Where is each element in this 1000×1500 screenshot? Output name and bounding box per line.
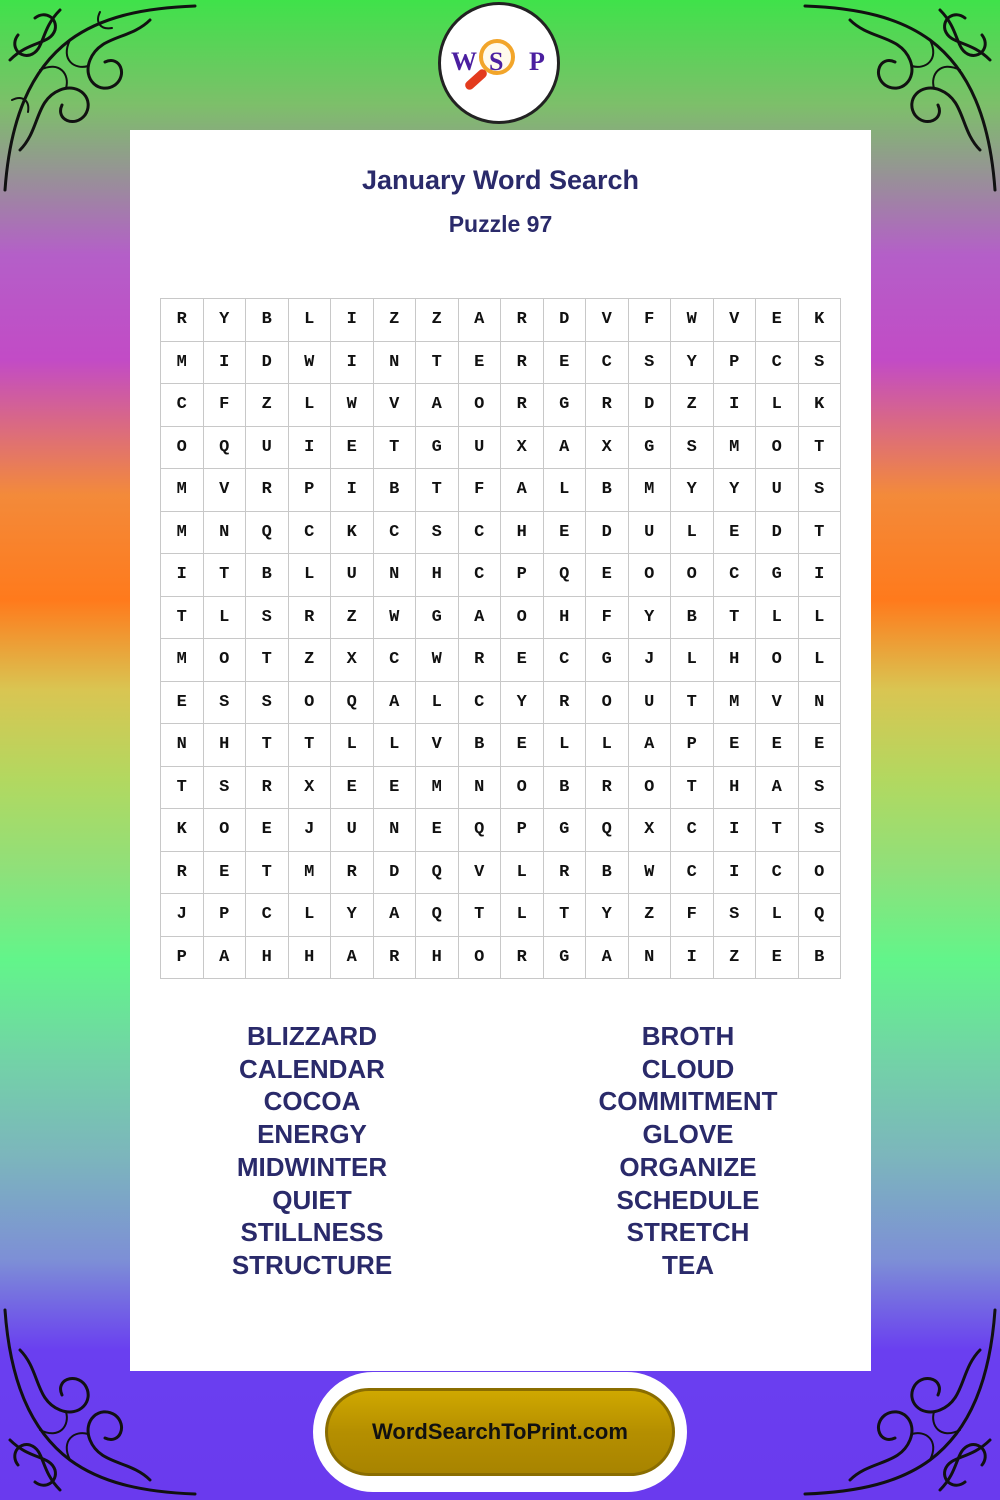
grid-cell[interactable]: R xyxy=(246,469,289,512)
grid-cell[interactable]: W xyxy=(331,384,374,427)
grid-cell[interactable]: W xyxy=(289,342,332,385)
grid-cell[interactable]: I xyxy=(204,342,247,385)
grid-cell[interactable]: S xyxy=(204,767,247,810)
grid-cell[interactable]: T xyxy=(246,852,289,895)
grid-cell[interactable]: L xyxy=(289,384,332,427)
grid-cell[interactable]: E xyxy=(331,427,374,470)
grid-cell[interactable]: C xyxy=(544,639,587,682)
grid-cell[interactable]: K xyxy=(799,299,842,342)
grid-cell[interactable]: M xyxy=(289,852,332,895)
grid-cell[interactable]: R xyxy=(544,682,587,725)
grid-cell[interactable]: C xyxy=(714,554,757,597)
grid-cell[interactable]: E xyxy=(756,724,799,767)
grid-cell[interactable]: Q xyxy=(204,427,247,470)
grid-cell[interactable]: C xyxy=(374,512,417,555)
grid-cell[interactable]: N xyxy=(374,809,417,852)
grid-cell[interactable]: F xyxy=(629,299,672,342)
grid-cell[interactable]: S xyxy=(629,342,672,385)
grid-cell[interactable]: E xyxy=(416,809,459,852)
grid-cell[interactable]: S xyxy=(671,427,714,470)
grid-cell[interactable]: V xyxy=(586,299,629,342)
grid-cell[interactable]: V xyxy=(459,852,502,895)
grid-cell[interactable]: S xyxy=(246,682,289,725)
grid-cell[interactable]: O xyxy=(204,639,247,682)
grid-cell[interactable]: X xyxy=(586,427,629,470)
grid-cell[interactable]: R xyxy=(374,937,417,980)
grid-cell[interactable]: H xyxy=(714,639,757,682)
word-list-item: TEA xyxy=(662,1249,714,1280)
grid-cell[interactable]: T xyxy=(161,597,204,640)
grid-cell[interactable]: Y xyxy=(671,469,714,512)
grid-cell[interactable]: T xyxy=(204,554,247,597)
grid-cell[interactable]: J xyxy=(629,639,672,682)
grid-cell[interactable]: P xyxy=(671,724,714,767)
word-list-item: BLIZZARD xyxy=(247,1021,377,1051)
grid-cell[interactable]: T xyxy=(289,724,332,767)
grid-cell[interactable]: H xyxy=(246,937,289,980)
logo-letter: W xyxy=(451,47,477,76)
grid-cell[interactable]: B xyxy=(246,554,289,597)
grid-cell[interactable]: T xyxy=(459,894,502,937)
grid-cell[interactable]: R xyxy=(501,342,544,385)
grid-cell[interactable]: Z xyxy=(246,384,289,427)
word-list-item: ORGANIZE xyxy=(619,1151,757,1182)
grid-cell[interactable]: L xyxy=(671,639,714,682)
grid-cell[interactable]: W xyxy=(629,852,672,895)
grid-cell[interactable]: L xyxy=(544,724,587,767)
grid-cell[interactable]: T xyxy=(671,682,714,725)
grid-cell[interactable]: D xyxy=(629,384,672,427)
grid-cell[interactable]: O xyxy=(459,384,502,427)
grid-cell[interactable]: L xyxy=(799,639,842,682)
grid-cell[interactable]: L xyxy=(586,724,629,767)
grid-cell[interactable]: X xyxy=(629,809,672,852)
grid-cell[interactable]: G xyxy=(544,384,587,427)
grid-cell[interactable]: O xyxy=(161,427,204,470)
grid-cell[interactable]: G xyxy=(586,639,629,682)
grid-cell[interactable]: F xyxy=(204,384,247,427)
grid-cell[interactable]: B xyxy=(374,469,417,512)
grid-cell[interactable]: Q xyxy=(459,809,502,852)
grid-cell[interactable]: T xyxy=(374,427,417,470)
grid-cell[interactable]: X xyxy=(501,427,544,470)
grid-cell[interactable]: I xyxy=(331,469,374,512)
grid-cell[interactable]: H xyxy=(289,937,332,980)
grid-cell[interactable]: S xyxy=(799,809,842,852)
grid-cell[interactable]: P xyxy=(501,554,544,597)
grid-cell[interactable]: T xyxy=(416,469,459,512)
grid-cell[interactable]: T xyxy=(544,894,587,937)
grid-cell[interactable]: S xyxy=(246,597,289,640)
word-list-item: COCOA xyxy=(263,1086,361,1117)
grid-cell[interactable]: G xyxy=(756,554,799,597)
grid-cell[interactable]: U xyxy=(459,427,502,470)
grid-cell[interactable]: F xyxy=(459,469,502,512)
grid-cell[interactable]: S xyxy=(416,512,459,555)
grid-cell[interactable]: A xyxy=(756,767,799,810)
grid-cell[interactable]: Q xyxy=(586,809,629,852)
grid-cell[interactable]: J xyxy=(289,809,332,852)
grid-cell[interactable]: R xyxy=(161,299,204,342)
grid-cell[interactable]: Q xyxy=(799,894,842,937)
grid-cell[interactable]: R xyxy=(246,767,289,810)
word-list-item: MIDWINTER xyxy=(236,1151,388,1182)
grid-cell[interactable]: D xyxy=(544,299,587,342)
grid-cell[interactable]: L xyxy=(289,299,332,342)
grid-cell[interactable]: R xyxy=(501,384,544,427)
grid-cell[interactable]: U xyxy=(629,682,672,725)
grid-cell[interactable]: X xyxy=(289,767,332,810)
grid-cell[interactable]: N xyxy=(204,512,247,555)
grid-cell[interactable]: E xyxy=(501,724,544,767)
grid-cell[interactable]: T xyxy=(246,639,289,682)
grid-cell[interactable]: O xyxy=(799,852,842,895)
grid-cell[interactable]: L xyxy=(756,894,799,937)
grid-cell[interactable]: E xyxy=(331,767,374,810)
site-button-frame xyxy=(313,1372,687,1492)
grid-cell[interactable]: L xyxy=(501,894,544,937)
logo-letter: P xyxy=(529,47,545,76)
grid-cell[interactable]: P xyxy=(289,469,332,512)
grid-cell[interactable]: R xyxy=(501,937,544,980)
grid-cell[interactable]: L xyxy=(289,894,332,937)
grid-cell[interactable]: M xyxy=(161,639,204,682)
grid-cell[interactable]: V xyxy=(204,469,247,512)
grid-cell[interactable]: A xyxy=(374,682,417,725)
grid-cell[interactable]: D xyxy=(246,342,289,385)
grid-cell[interactable]: C xyxy=(246,894,289,937)
grid-cell[interactable]: R xyxy=(586,384,629,427)
grid-cell[interactable]: G xyxy=(544,809,587,852)
grid-cell[interactable]: D xyxy=(586,512,629,555)
grid-cell[interactable]: E xyxy=(544,512,587,555)
grid-cell[interactable]: P xyxy=(714,342,757,385)
grid-cell[interactable]: B xyxy=(799,937,842,980)
grid-cell[interactable]: R xyxy=(161,852,204,895)
grid-cell[interactable]: C xyxy=(459,512,502,555)
grid-cell[interactable]: P xyxy=(501,809,544,852)
grid-cell[interactable]: H xyxy=(416,554,459,597)
grid-cell[interactable]: O xyxy=(501,597,544,640)
grid-cell[interactable]: Z xyxy=(289,639,332,682)
grid-cell[interactable]: E xyxy=(756,299,799,342)
grid-cell[interactable]: O xyxy=(756,427,799,470)
grid-cell[interactable]: G xyxy=(416,427,459,470)
grid-cell[interactable]: O xyxy=(204,809,247,852)
word-list-left xyxy=(162,1020,462,1282)
grid-cell[interactable]: Q xyxy=(246,512,289,555)
grid-cell[interactable]: L xyxy=(331,724,374,767)
grid-cell[interactable]: L xyxy=(501,852,544,895)
grid-cell[interactable]: G xyxy=(416,597,459,640)
grid-cell[interactable]: K xyxy=(331,512,374,555)
grid-cell[interactable]: V xyxy=(374,384,417,427)
grid-cell[interactable]: F xyxy=(586,597,629,640)
grid-cell[interactable]: C xyxy=(459,554,502,597)
grid-cell[interactable]: Y xyxy=(714,469,757,512)
letter-grid xyxy=(160,298,841,979)
grid-cell[interactable]: N xyxy=(459,767,502,810)
grid-cell[interactable]: R xyxy=(289,597,332,640)
grid-cell[interactable]: F xyxy=(671,894,714,937)
grid-cell[interactable]: T xyxy=(246,724,289,767)
grid-cell[interactable]: E xyxy=(374,767,417,810)
word-list-item: CALENDAR xyxy=(239,1053,385,1084)
grid-cell[interactable]: B xyxy=(671,597,714,640)
word-list-item: STRETCH xyxy=(626,1217,750,1248)
grid-cell[interactable]: N xyxy=(629,937,672,980)
grid-cell[interactable]: I xyxy=(799,554,842,597)
grid-cell[interactable]: I xyxy=(714,384,757,427)
grid-cell[interactable]: N xyxy=(374,554,417,597)
grid-cell[interactable]: L xyxy=(416,682,459,725)
grid-cell[interactable]: L xyxy=(671,512,714,555)
grid-cell[interactable]: L xyxy=(799,597,842,640)
grid-cell[interactable]: C xyxy=(374,639,417,682)
grid-cell[interactable]: B xyxy=(544,767,587,810)
grid-cell[interactable]: T xyxy=(416,342,459,385)
grid-cell[interactable]: V xyxy=(714,299,757,342)
grid-cell[interactable]: R xyxy=(544,852,587,895)
grid-cell[interactable]: K xyxy=(799,384,842,427)
grid-cell[interactable]: E xyxy=(204,852,247,895)
grid-cell[interactable]: H xyxy=(714,767,757,810)
grid-cell[interactable]: I xyxy=(714,852,757,895)
grid-cell[interactable]: G xyxy=(544,937,587,980)
word-list-right xyxy=(538,1020,838,1282)
grid-cell[interactable]: A xyxy=(544,427,587,470)
grid-cell[interactable]: M xyxy=(161,512,204,555)
grid-cell[interactable]: E xyxy=(714,512,757,555)
grid-cell[interactable]: G xyxy=(629,427,672,470)
grid-cell[interactable]: K xyxy=(161,809,204,852)
grid-cell[interactable]: Z xyxy=(416,299,459,342)
grid-cell[interactable]: H xyxy=(204,724,247,767)
grid-cell[interactable]: R xyxy=(501,299,544,342)
word-list-item: BROTH xyxy=(641,1021,735,1051)
grid-cell[interactable]: H xyxy=(501,512,544,555)
grid-cell[interactable]: Z xyxy=(331,597,374,640)
grid-cell[interactable]: Y xyxy=(204,299,247,342)
grid-cell[interactable]: U xyxy=(331,554,374,597)
grid-cell[interactable]: E xyxy=(756,937,799,980)
grid-cell[interactable]: B xyxy=(459,724,502,767)
word-list-item: COMMITMENT xyxy=(598,1086,778,1117)
grid-cell[interactable]: C xyxy=(671,852,714,895)
grid-cell[interactable]: E xyxy=(586,554,629,597)
grid-cell[interactable]: R xyxy=(331,852,374,895)
grid-cell[interactable]: T xyxy=(799,512,842,555)
grid-cell[interactable]: E xyxy=(714,724,757,767)
grid-cell[interactable]: C xyxy=(756,852,799,895)
grid-cell[interactable]: A xyxy=(331,937,374,980)
grid-cell[interactable]: N xyxy=(374,342,417,385)
word-list-item: QUIET xyxy=(272,1184,352,1215)
grid-cell[interactable]: O xyxy=(586,682,629,725)
grid-cell[interactable]: I xyxy=(161,554,204,597)
grid-cell[interactable]: Z xyxy=(629,894,672,937)
grid-cell[interactable]: I xyxy=(714,809,757,852)
grid-cell[interactable]: E xyxy=(161,682,204,725)
grid-cell[interactable]: A xyxy=(586,937,629,980)
page-title: January Word Search xyxy=(361,165,640,195)
grid-cell[interactable]: B xyxy=(586,852,629,895)
grid-cell[interactable]: R xyxy=(586,767,629,810)
word-list-item: CLOUD xyxy=(641,1053,735,1084)
grid-cell[interactable]: O xyxy=(629,767,672,810)
grid-cell[interactable]: Y xyxy=(671,342,714,385)
grid-cell[interactable]: N xyxy=(799,682,842,725)
grid-cell[interactable]: C xyxy=(459,682,502,725)
grid-cell[interactable]: E xyxy=(246,809,289,852)
grid-cell[interactable]: Z xyxy=(671,384,714,427)
puzzle-number: Puzzle 97 xyxy=(448,211,553,237)
grid-cell[interactable]: X xyxy=(331,639,374,682)
grid-cell[interactable]: M xyxy=(714,427,757,470)
grid-cell[interactable]: H xyxy=(416,937,459,980)
grid-cell[interactable]: M xyxy=(629,469,672,512)
grid-cell[interactable]: C xyxy=(161,384,204,427)
grid-cell[interactable]: Z xyxy=(714,937,757,980)
grid-cell[interactable]: U xyxy=(331,809,374,852)
word-list-item: SCHEDULE xyxy=(616,1184,760,1215)
grid-cell[interactable]: C xyxy=(289,512,332,555)
grid-cell[interactable]: S xyxy=(714,894,757,937)
grid-cell[interactable]: D xyxy=(756,512,799,555)
grid-cell[interactable]: I xyxy=(331,299,374,342)
grid-cell[interactable]: S xyxy=(799,469,842,512)
grid-cell[interactable]: E xyxy=(459,342,502,385)
grid-cell[interactable]: W xyxy=(416,639,459,682)
grid-cell[interactable]: E xyxy=(501,639,544,682)
word-list-item: ENERGY xyxy=(257,1119,367,1150)
grid-cell[interactable]: D xyxy=(374,852,417,895)
grid-cell[interactable]: Q xyxy=(544,554,587,597)
grid-cell[interactable]: Z xyxy=(374,299,417,342)
grid-cell[interactable]: M xyxy=(161,342,204,385)
grid-cell[interactable]: E xyxy=(544,342,587,385)
word-list-item: STILLNESS xyxy=(240,1217,384,1248)
grid-cell[interactable]: O xyxy=(289,682,332,725)
grid-cell[interactable]: A xyxy=(204,937,247,980)
grid-cell[interactable]: S xyxy=(204,682,247,725)
site-link-button[interactable]: WordSearchToPrint.com xyxy=(325,1388,675,1476)
logo-letter: S xyxy=(489,47,504,76)
grid-cell[interactable]: I xyxy=(331,342,374,385)
grid-cell[interactable]: L xyxy=(289,554,332,597)
grid-cell[interactable]: B xyxy=(586,469,629,512)
grid-cell[interactable]: A xyxy=(374,894,417,937)
grid-cell[interactable]: C xyxy=(586,342,629,385)
grid-cell[interactable]: T xyxy=(799,427,842,470)
grid-cell[interactable]: P xyxy=(161,937,204,980)
grid-cell[interactable]: Y xyxy=(586,894,629,937)
site-logo[interactable] xyxy=(438,2,560,124)
word-list-item: STRUCTURE xyxy=(231,1249,393,1280)
grid-cell[interactable]: L xyxy=(544,469,587,512)
grid-cell[interactable]: M xyxy=(161,469,204,512)
grid-cell[interactable]: O xyxy=(671,554,714,597)
grid-cell[interactable]: I xyxy=(289,427,332,470)
grid-cell[interactable]: A xyxy=(416,384,459,427)
grid-cell[interactable]: T xyxy=(671,767,714,810)
grid-cell[interactable]: N xyxy=(161,724,204,767)
grid-cell[interactable]: S xyxy=(799,767,842,810)
grid-cell[interactable]: W xyxy=(374,597,417,640)
grid-cell[interactable]: A xyxy=(501,469,544,512)
grid-cell[interactable]: V xyxy=(756,682,799,725)
grid-cell[interactable]: A xyxy=(629,724,672,767)
grid-cell[interactable]: T xyxy=(714,597,757,640)
grid-cell[interactable]: O xyxy=(459,937,502,980)
grid-cell[interactable]: M xyxy=(714,682,757,725)
grid-cell[interactable]: J xyxy=(161,894,204,937)
grid-cell[interactable]: L xyxy=(756,597,799,640)
grid-cell[interactable]: Q xyxy=(416,894,459,937)
grid-cell[interactable]: P xyxy=(204,894,247,937)
grid-cell[interactable]: T xyxy=(756,809,799,852)
word-list-item: GLOVE xyxy=(642,1119,734,1150)
grid-cell[interactable]: S xyxy=(799,342,842,385)
grid-cell[interactable]: L xyxy=(204,597,247,640)
grid-cell[interactable]: C xyxy=(671,809,714,852)
grid-cell[interactable]: U xyxy=(246,427,289,470)
grid-cell[interactable]: Y xyxy=(629,597,672,640)
grid-cell[interactable]: Q xyxy=(331,682,374,725)
grid-cell[interactable]: L xyxy=(756,384,799,427)
grid-cell[interactable]: E xyxy=(799,724,842,767)
grid-cell[interactable]: C xyxy=(756,342,799,385)
grid-cell[interactable]: T xyxy=(161,767,204,810)
grid-cell[interactable]: I xyxy=(671,937,714,980)
grid-cell[interactable]: Y xyxy=(331,894,374,937)
grid-cell[interactable]: V xyxy=(416,724,459,767)
grid-cell[interactable]: O xyxy=(501,767,544,810)
grid-cell[interactable]: O xyxy=(756,639,799,682)
grid-cell[interactable]: U xyxy=(629,512,672,555)
grid-cell[interactable]: B xyxy=(246,299,289,342)
grid-cell[interactable]: H xyxy=(544,597,587,640)
grid-cell[interactable]: O xyxy=(629,554,672,597)
grid-cell[interactable]: A xyxy=(459,597,502,640)
grid-cell[interactable]: U xyxy=(756,469,799,512)
grid-cell[interactable]: R xyxy=(459,639,502,682)
grid-cell[interactable]: A xyxy=(459,299,502,342)
grid-cell[interactable]: W xyxy=(671,299,714,342)
grid-cell[interactable]: Y xyxy=(501,682,544,725)
grid-cell[interactable]: Q xyxy=(416,852,459,895)
puzzle-panel xyxy=(130,130,871,1371)
grid-cell[interactable]: L xyxy=(374,724,417,767)
grid-cell[interactable]: M xyxy=(416,767,459,810)
